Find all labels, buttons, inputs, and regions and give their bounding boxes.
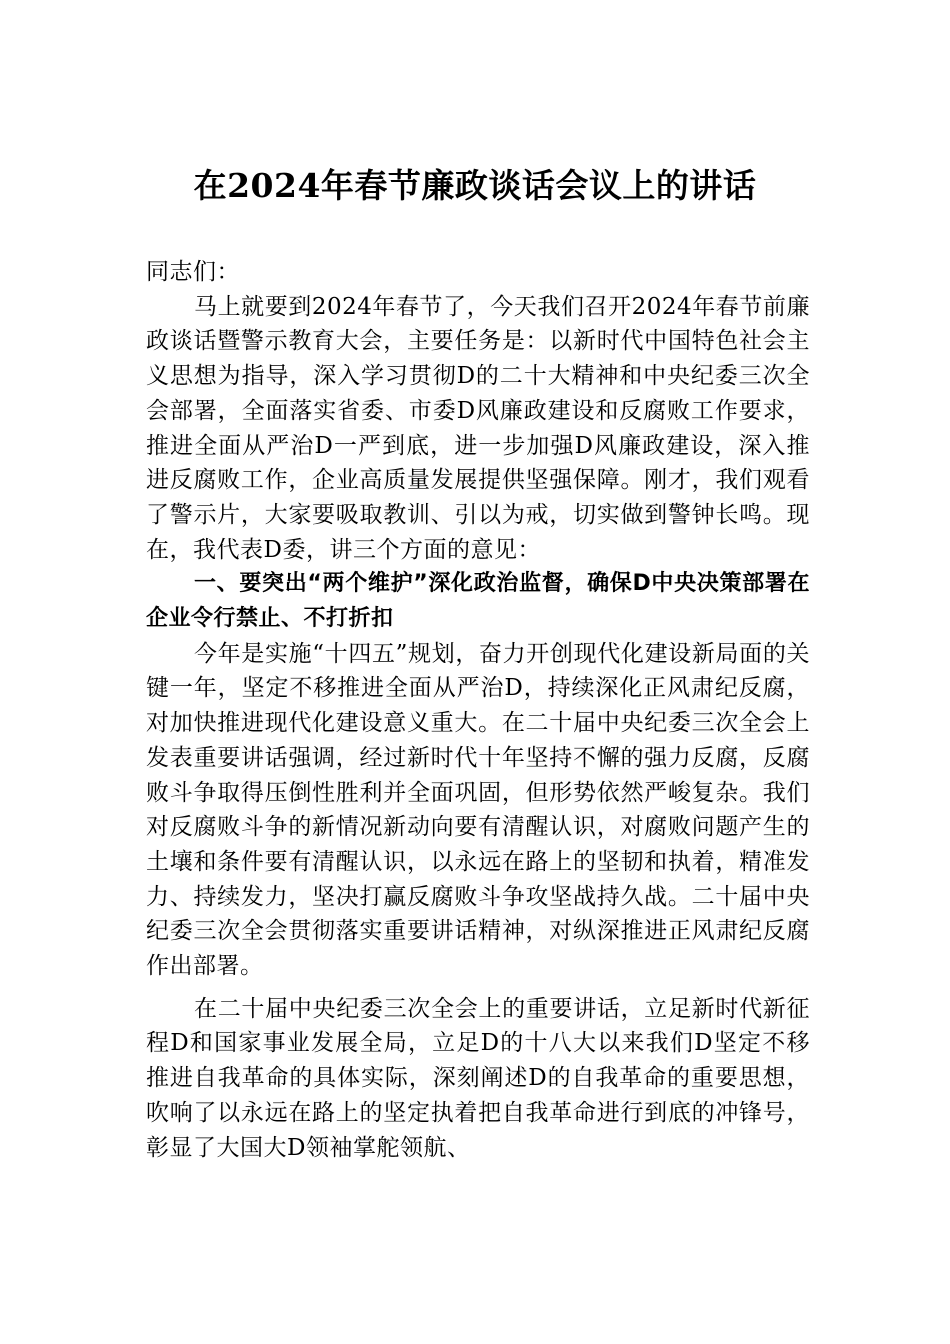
paragraph-3: 在二十届中央纪委三次全会上的重要讲话，立足新时代新征程D和国家事业发展全局，立足D的十八大以来我们D坚定不移推进自我革命的具体实际，深刻阐述D的自我革命的重要思想，吹响了以永远在路上的坚定执着把自我革命进行到底的冲锋号，彰显了大国大D领袖掌舵领航、 bbox=[146, 995, 810, 1161]
paragraph-2: 今年是实施“十四五”规划，奋力开创现代化建设新局面的关键一年，坚定不移推进全面从严治D，持续深化正风肃纪反腐，对加快推进现代化建设意义重大。在二十届中央纪委三次全会上发表重要讲话强调，经过新时代十年坚持不懈的强力反腐，反腐败斗争取得压倒性胜利并全面巩固，但形势依然严峻复杂。我们对反腐败斗争的新情况新动向要有清醒认识，对腐败问题产生的土壤和条件要有清醒认识，以永远在路上的坚韧和执着，精准发力、持续发力，坚决打赢反腐败斗争攻坚战持久战。二十届中央纪委三次全会贯彻落实重要讲话精神，对纵深推进正风肃纪反腐作出部署。 bbox=[146, 640, 810, 980]
paragraph-intro: 马上就要到2024年春节了，今天我们召开2024年春节前廉政谈话暨警示教育大会，主要任务是：以新时代中国特色社会主义思想为指导，深入学习贯彻D的二十大精神和中央纪委三次全会部署，全面落实省委、市委D风廉政建设和反腐败工作要求，推进全面从严治D一严到底，进一步加强D风廉政建设，深入推进反腐败工作，企业高质量发展提供坚强保障。刚才，我们观看了警示片，大家要吸取教训、引以为戒，切实做到警钟长鸣。现在，我代表D委，讲三个方面的意见： bbox=[146, 293, 810, 563]
salutation: 同志们： bbox=[146, 259, 240, 285]
section-heading-1: 一、要突出“两个维护”深化政治监督，确保D中央决策部署在企业令行禁止、不打折扣 bbox=[146, 571, 810, 632]
document-title: 在2024年春节廉政谈话会议上的讲话 bbox=[193, 166, 757, 205]
document-body bbox=[146, 255, 810, 1165]
